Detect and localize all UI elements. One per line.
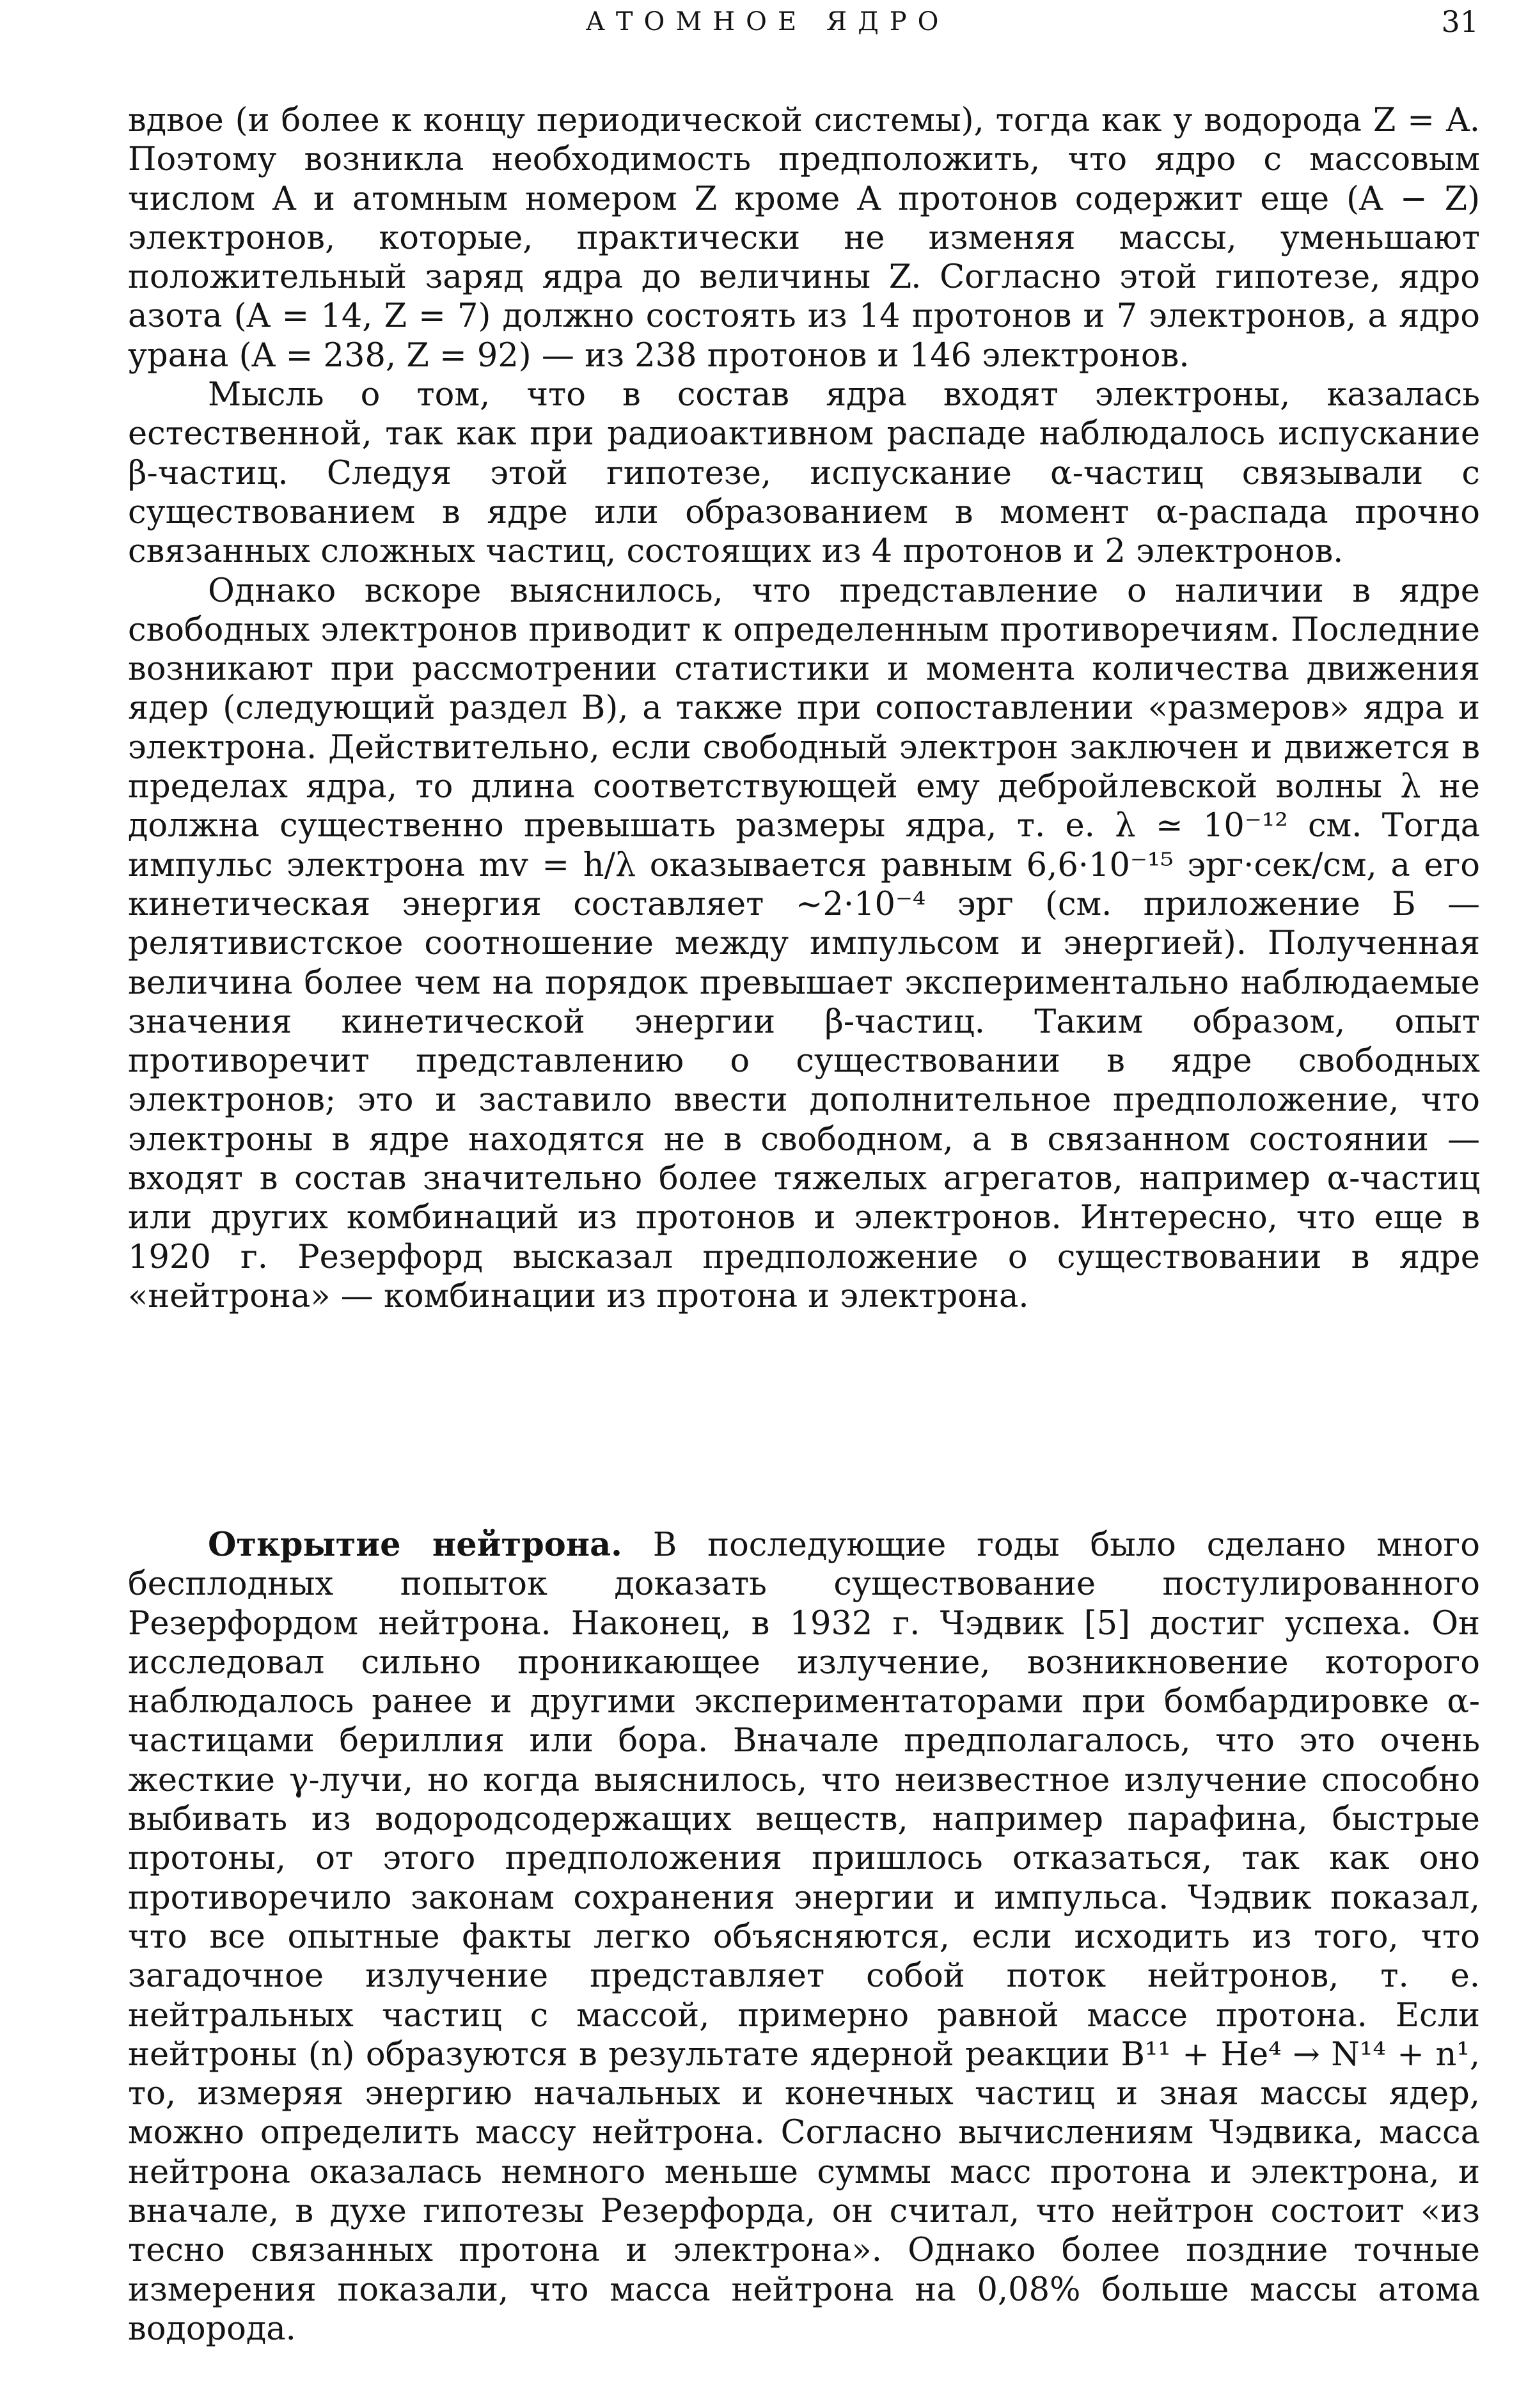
page-number: 31 bbox=[1441, 4, 1479, 39]
section-text: В последующие годы было сделано много бесплодных попыток доказать существование постулированного Резерфордом нейтрона. Наконец, в 1932 г. Чэдвик [5] достиг успеха. Он исследовал сильно проникающее излучение, возникновение которого наблюдалось ранее и другими экспериментаторами при бомбардировке α-частицами бериллия или бора. Вначале предполагалось, что это очень жесткие γ-лучи, но когда выяснилось, что неизвестное излучение способно выбивать из водородсодержащих веществ, например парафина, быстрые протоны, от этого предположения пришлось отказаться, так как оно противоречило законам сохранения энергии и импульса. Чэдвик показал, что все опытные факты легко объясняются, если исходить из того, что загадочное излучение представляет собой поток нейтронов, т. е. нейтральных частиц с массой, примерно равной массе протона. Если нейтроны (n) образуются в результате ядерной реакции B¹¹ + He⁴ → N¹⁴ + n¹, то, измеряя энергию начальных и конечных частиц и зная массы ядер, можно определить массу нейтрона. Согласно вычислениям Чэдвика, масса нейтрона оказалась немного меньше суммы масс протона и электрона, и вначале, в духе гипотезы Резерфорда, он считал, что нейтрон состоит «из тесно связанных протона и электрона». Однако более поздние точные измерения показали, что масса нейтрона на 0,08% больше массы атома водорода. bbox=[128, 1526, 1480, 2348]
section-paragraph bbox=[128, 1526, 1480, 2349]
text-block-main bbox=[128, 101, 1480, 1316]
section-heading: Открытие нейтрона. bbox=[208, 1526, 622, 1564]
paragraph-1-continued: вдвое (и более к концу периодической системы), тогда как у водорода Z = A. Поэтому возникла необходимость предположить, что ядро с массовым числом A и атомным номером Z кроме A протонов содержит еще (A − Z) электронов, которые, практически не изменяя массы, уменьшают положительный заряд ядра до величины Z. Согласно этой гипотезе, ядро азота (A = 14, Z = 7) должно состоять из 14 протонов и 7 электронов, а ядро урана (A = 238, Z = 92) — из 238 протонов и 146 электронов. bbox=[128, 102, 1480, 375]
paragraph-2: Мысль о том, что в состав ядра входят электроны, казалась естественной, так как при радиоактивном распаде наблюдалось испускание β-частиц. Следуя этой гипотезе, испускание α-частиц связывали с существованием в ядре или образованием в момент α-распада прочно связанных сложных частиц, состоящих из 4 протонов и 2 электронов. bbox=[128, 376, 1480, 571]
paragraph-3: Однако вскоре выяснилось, что представление о наличии в ядре свободных электронов приводит к определенным противоречиям. Последние возникают при рассмотрении статистики и момента количества движения ядер (следующий раздел В), а также при сопоставлении «размеров» ядра и электрона. Действительно, если свободный электрон заключен и движется в пределах ядра, то длина соответствующей ему дебройлевской волны λ не должна существенно превышать размеры ядра, т. е. λ ≃ 10⁻¹² см. Тогда импульс электрона mv = h/λ оказывается равным 6,6·10⁻¹⁵ эрг·сек/см, а его кинетическая энергия составляет ∼2·10⁻⁴ эрг (см. приложение Б — релятивистское соотношение между импульсом и энергией). Полученная величина более чем на порядок превышает экспериментально наблюдаемые значения кинетической энергии β-частиц. Таким образом, опыт противоречит представлению о существовании в ядре свободных электронов; это и заставило ввести дополнительное предположение, что электроны в ядре находятся не в свободном, а в связанном состоянии — входят в состав значительно более тяжелых агрегатов, например α-частиц или других комбинаций из протонов и электронов. Интересно, что еще в 1920 г. Резерфорд высказал предположение о существовании в ядре «нейтрона» — комбинации из протона и электрона. bbox=[128, 572, 1480, 1315]
running-head: АТОМНОЕ ЯДРО bbox=[585, 7, 950, 36]
section-neutron-discovery bbox=[128, 1526, 1480, 2349]
